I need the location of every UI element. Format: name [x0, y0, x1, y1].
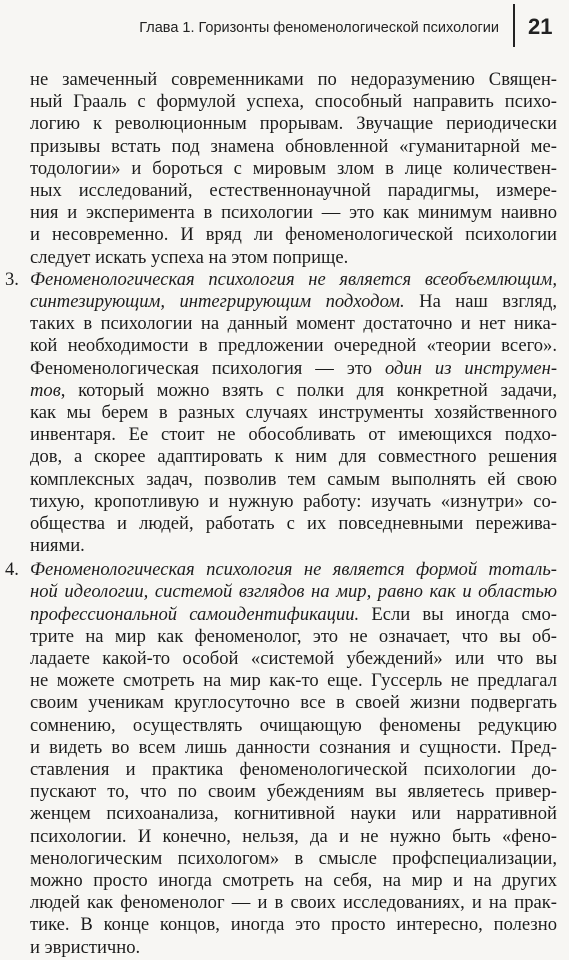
text-line: тике. В конце концов, иногда это просто интересно, полезно — [30, 914, 557, 936]
text-line: общества и людей, работать с их повседневными пережива- — [30, 513, 557, 534]
text-line: не замеченный современниками по недоразумению Священ- — [30, 69, 557, 90]
text-line: тодологии» и бороться с мировым злом в лице количествен- — [30, 157, 557, 179]
text-line: синтезирующим, интегрирующим подходом. На наш взгляд, — [30, 291, 557, 312]
text-line: и эвристично. — [30, 936, 141, 958]
text-line: Феноменологическая психология — это один из инструмен- — [30, 357, 558, 379]
text-line: кой необходимости в предложении очередной «теории всего». — [30, 335, 557, 357]
text-line: менологическим психологом» в смысле профспециализации, — [30, 847, 557, 869]
text-line: следует искать успеха на этом поприще. — [30, 246, 349, 268]
text-line: людей как феноменолог — и в своих исследованиях, и на прак- — [30, 892, 557, 914]
chapter-title: Глава 1. Горизонты феноменологической психологии — [139, 20, 499, 36]
item-number: 3. — [5, 268, 19, 290]
text-line: сомнению, осуществлять очищающую феномены редукцию — [30, 714, 557, 736]
text-line: как мы берем в разных случаях инструменты хозяйственного — [30, 402, 557, 423]
text-line: женцем психоанализа, когнитивной науки или нарративной — [30, 803, 557, 825]
header-divider — [513, 4, 515, 47]
text-line: ной идеологии, системой взглядов на мир, равно как и областью — [30, 581, 557, 603]
text-line: можно просто иногда смотреть на себя, на мир и на других — [30, 870, 557, 892]
text-line: пускают то, что по своим убеждениям вы являетесь привер- — [30, 781, 557, 803]
text-line: ния и эксперимента в психологии — это как минимум наивно — [30, 202, 557, 224]
text-line: психологии. И конечно, нельзя, да и не нужно быть «фено- — [30, 825, 557, 847]
text-line: ных исследований, естественнонаучной парадигмы, измере- — [30, 180, 557, 201]
text-line: ниями. — [30, 535, 85, 557]
text-line: ный Грааль с формулой успеха, способный направить психо- — [30, 91, 557, 113]
text-line: Феноменологическая психология не является всеобъемлющим, — [30, 268, 557, 290]
text-line: и несовременно. И вряд ли феноменологической психологии — [30, 224, 557, 246]
text-line: профессиональной самоидентификации. Если вы иногда смо- — [30, 603, 557, 625]
page-number: 21 — [528, 14, 553, 39]
text-line: Феноменологическая психология не является формой тоталь- — [30, 559, 557, 581]
text-line: тов, который можно взять с полки для конкретной задачи, — [30, 379, 557, 401]
text-line: ставления и практика феноменологической психологии до- — [30, 759, 557, 781]
item-number: 4. — [5, 559, 19, 581]
text-line: комплексных задач, позволив тем самым выполнять ей свою — [30, 468, 557, 490]
text-line: не можете смотреть на мир как-то еще. Гуссерль не предлагал — [30, 670, 557, 692]
text-line: трите на мир как феноменолог, это не означает, что вы об- — [30, 625, 557, 647]
text-line: дов, а скорее адаптировать к ним для совместного решения — [30, 446, 557, 468]
text-line: и видеть во всем лишь данности сознания и сущности. Пред- — [30, 736, 557, 758]
text-line: ладаете какой-то особой «системой убеждений» или что вы — [30, 648, 557, 670]
text-line: инвентаря. Ее стоит не обособливать от имеющихся подхо- — [30, 424, 557, 446]
text-line: логию к революционным прорывам. Звучащие периодически — [30, 113, 557, 135]
text-line: таких в психологии на данный момент достаточно и нет ника- — [30, 313, 557, 335]
text-line: тихую, кропотливую и нужную работу: изучать «изнутри» со- — [30, 490, 557, 512]
text-line: своим ученикам круглосуточно все в своей жизни подвергать — [30, 692, 557, 714]
running-head — [0, 0, 569, 58]
text-line: призывы встать под знамена обновленной «гуманитарной ме- — [30, 135, 557, 157]
